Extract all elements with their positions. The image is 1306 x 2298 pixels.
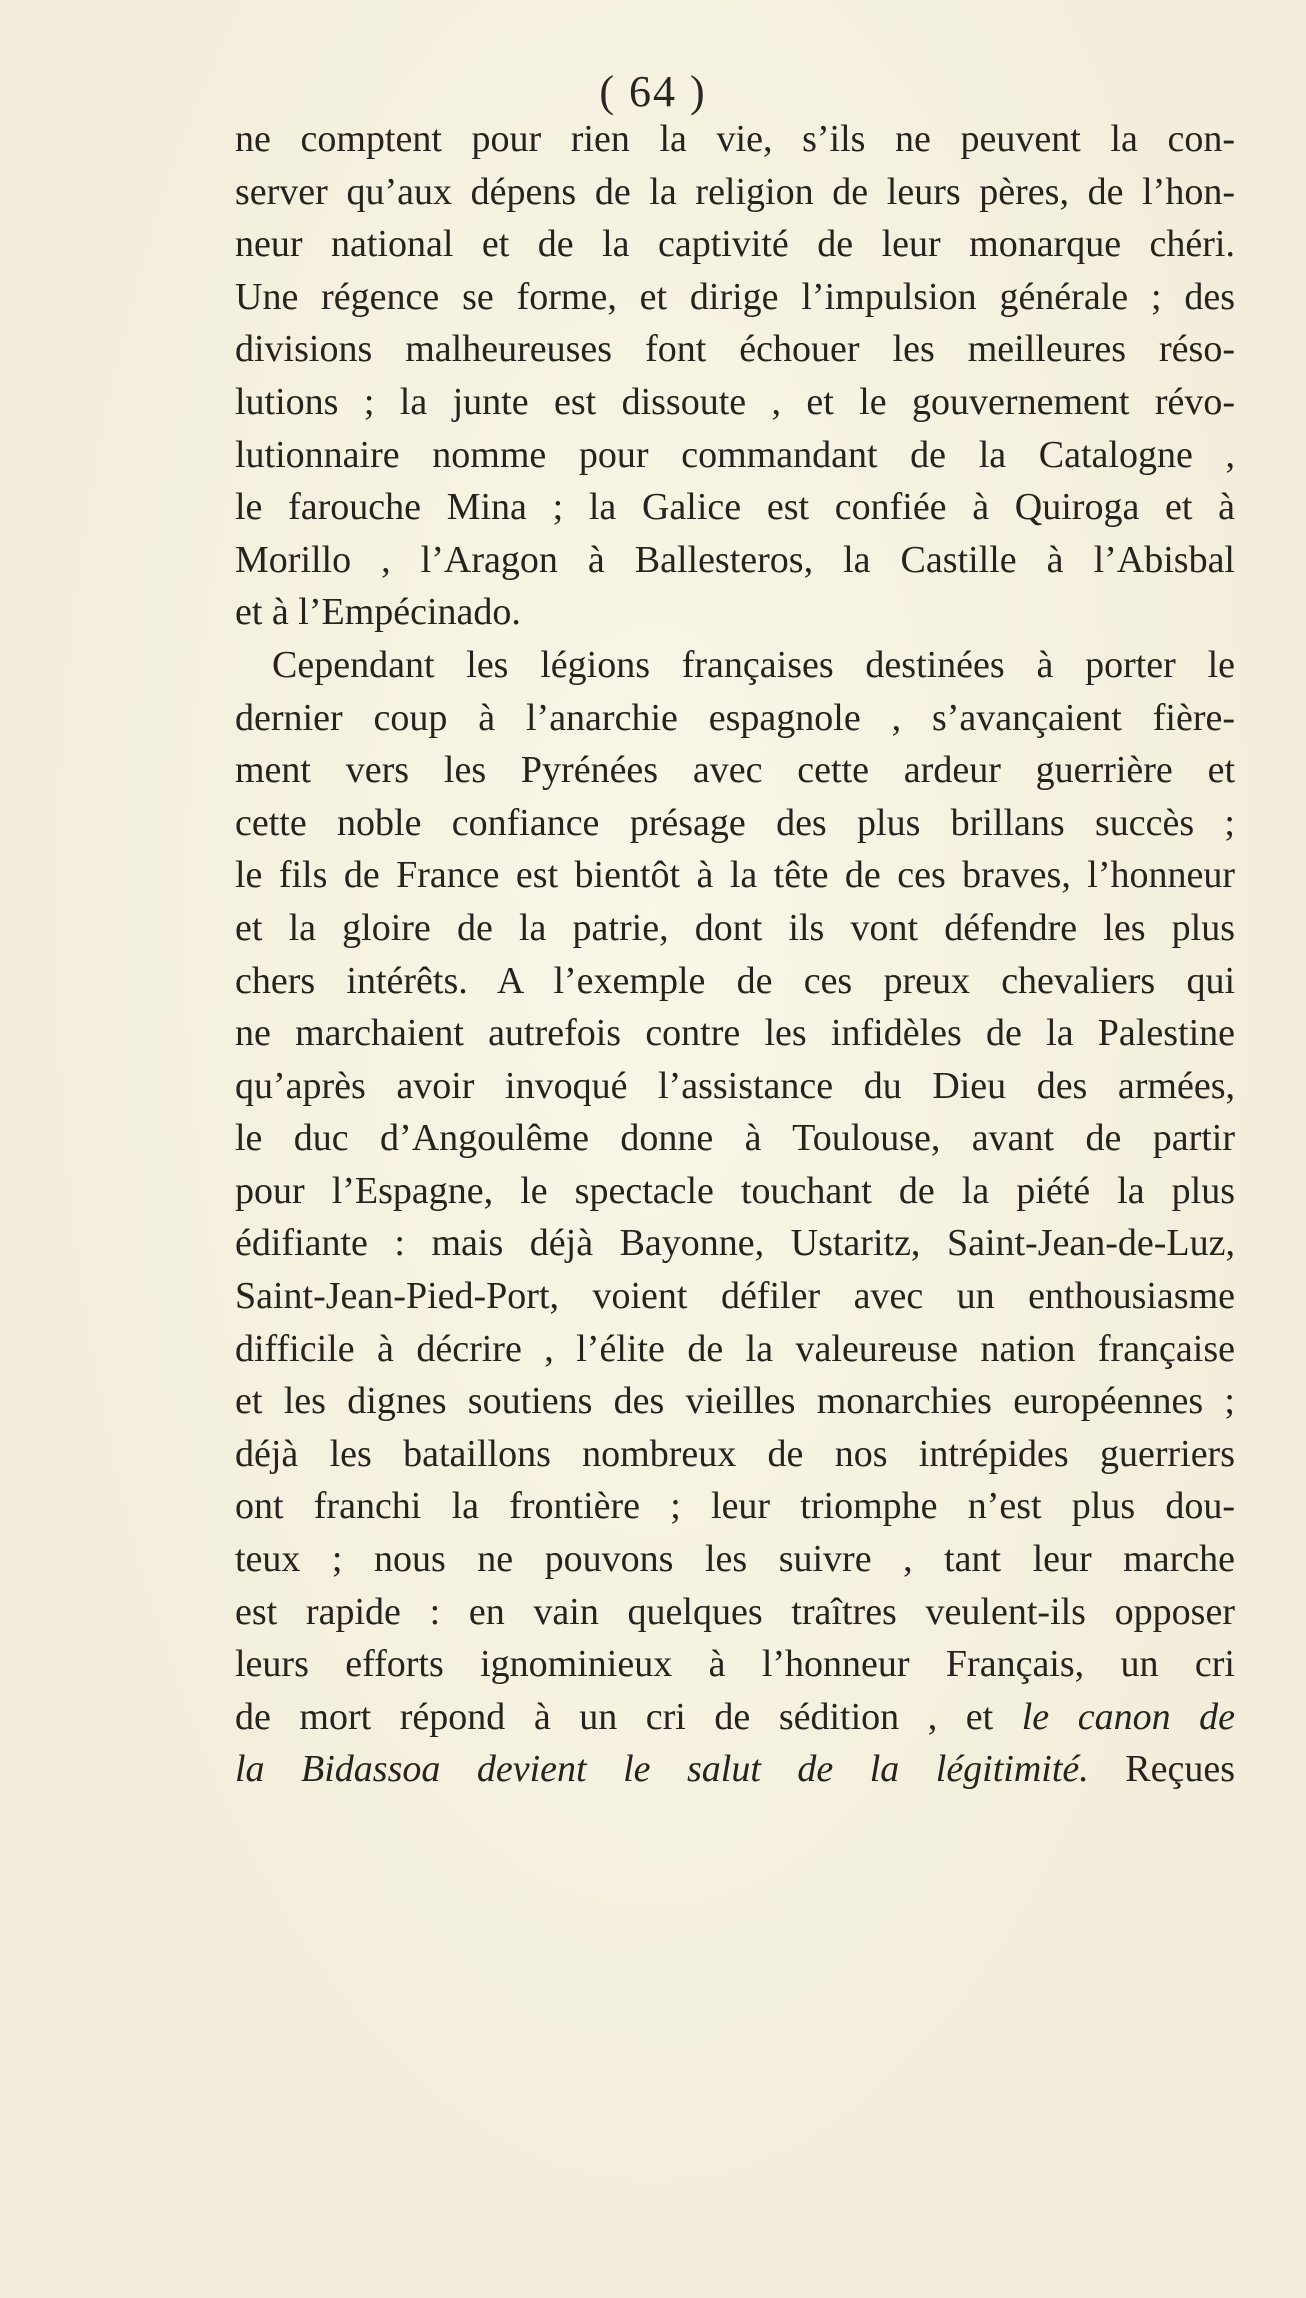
text-line: ne marchaient autrefois contre les infidèles de la Palestine bbox=[235, 1012, 1235, 1055]
text-line: chers intérêts. A l’exemple de ces preux chevaliers qui bbox=[235, 959, 1235, 1002]
text-line: leurs efforts ignominieux à l’honneur Français, un cri bbox=[235, 1643, 1235, 1686]
text-line: qu’après avoir invoqué l’assistance du Dieu des armées, bbox=[235, 1064, 1235, 1107]
text-line: difficile à décrire , l’élite de la valeureuse nation française bbox=[235, 1327, 1235, 1370]
text-line-lead: de mort répond à un cri de sédition , et bbox=[235, 1695, 994, 1738]
text-line-final bbox=[235, 1743, 1235, 1796]
text-line: Une régence se forme, et dirige l’impulsion générale ; des bbox=[235, 275, 1235, 318]
text-line: cette noble confiance présage des plus brillans succès ; bbox=[235, 801, 1235, 844]
text-line: Saint-Jean-Pied-Port, voient défiler avec un enthousiasme bbox=[235, 1275, 1235, 1318]
text-line-with-italic bbox=[235, 1691, 1235, 1744]
text-line: ment vers les Pyrénées avec cette ardeur guerrière et bbox=[235, 749, 1235, 792]
text-line: divisions malheureuses font échouer les meilleures réso- bbox=[235, 328, 1235, 371]
text-line: et à l’Empécinado. bbox=[235, 591, 521, 634]
text-line: Cependant les légions françaises destinées à porter le bbox=[272, 643, 1235, 686]
text-line: est rapide : en vain quelques traîtres veulent-ils opposer bbox=[235, 1590, 1235, 1633]
text-line: le farouche Mina ; la Galice est confiée à Quiroga et à bbox=[235, 486, 1235, 529]
italic-phrase: le canon de bbox=[1021, 1695, 1235, 1738]
text-line: neur national et de la captivité de leur monarque chéri. bbox=[235, 223, 1235, 266]
text-line: lutionnaire nomme pour commandant de la Catalogne , bbox=[235, 433, 1235, 476]
text-line: et les dignes soutiens des vieilles monarchies européennes ; bbox=[235, 1380, 1235, 1423]
page-number: ( 64 ) bbox=[599, 67, 707, 116]
body-text bbox=[235, 113, 1235, 1796]
text-line: déjà les bataillons nombreux de nos intrépides guerriers bbox=[235, 1432, 1235, 1475]
text-line: le duc d’Angoulême donne à Toulouse, avant de partir bbox=[235, 1117, 1235, 1160]
text-line: ne comptent pour rien la vie, s’ils ne peuvent la con- bbox=[235, 118, 1235, 160]
text-line: édifiante : mais déjà Bayonne, Ustaritz, Saint-Jean-de-Luz, bbox=[235, 1222, 1235, 1265]
italic-phrase: la Bidassoa devient le salut de la légitimité. bbox=[235, 1748, 1089, 1791]
text-line: lutions ; la junte est dissoute , et le gouvernement révo- bbox=[235, 380, 1235, 423]
text-line: dernier coup à l’anarchie espagnole , s’avançaient fière- bbox=[235, 696, 1235, 739]
text-line: le fils de France est bientôt à la tête de ces braves, l’honneur bbox=[235, 854, 1235, 897]
text-line: et la gloire de la patrie, dont ils vont défendre les plus bbox=[235, 906, 1235, 949]
text-line: pour l’Espagne, le spectacle touchant de la piété la plus bbox=[235, 1169, 1235, 1212]
text-line: ont franchi la frontière ; leur triomphe n’est plus dou- bbox=[235, 1485, 1235, 1528]
catchword: Reçues bbox=[1125, 1748, 1235, 1791]
text-line: Morillo , l’Aragon à Ballesteros, la Castille à l’Abisbal bbox=[235, 538, 1235, 581]
text-line: server qu’aux dépens de la religion de leurs pères, de l’hon- bbox=[235, 170, 1235, 213]
text-line: teux ; nous ne pouvons les suivre , tant leur marche bbox=[235, 1538, 1235, 1581]
